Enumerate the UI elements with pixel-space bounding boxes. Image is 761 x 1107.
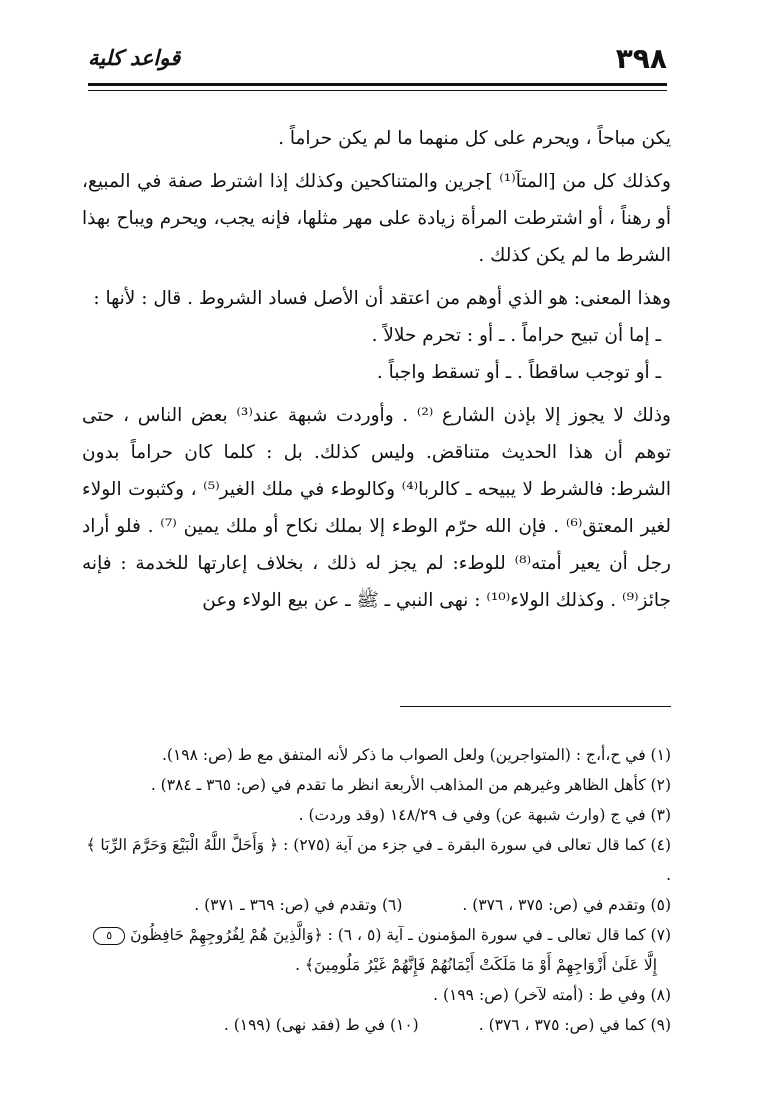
paragraph: وذلك لا يجوز إلا بإذن الشارع ⁽²⁾ . وأوردت شبهة عند⁽³⁾ بعض الناس ، حتى توهم أن هذا الحديث متناقض. وليس كذلك. بل : كلما كان حراماً بدون الشرط: فالشرط لا يبيحه ـ كالربا⁽⁴⁾ وكالوطء في ملك الغير⁽⁵⁾ ، وكثبوت الولاء لغير المعتق⁽⁶⁾ . فإن الله حرّم الوطء إلا بملك نكاح أو ملك يمين ⁽⁷⁾ . فلو أراد رجل أن يعير أمته⁽⁸⁾ للوطء: لم يجز له ذلك ، بخلاف إعارتها للخدمة : فإنه جائز⁽⁹⁾ . وكذلك الولاء⁽¹⁰⁾ : نهى النبي ـ ﷺ ـ عن بيع الولاء وعن [82, 405, 671, 611]
footnote-pair [82, 890, 671, 920]
footnote-6: (٦) وتقدم في (ص: ٣٦٩ ـ ٣٧١) . [194, 896, 403, 914]
footnote-9: (٩) كما في (ص: ٣٧٥ ، ٣٧٦) . [478, 1016, 671, 1034]
paragraph: وهذا المعنى: هو الذي أوهم من اعتقد أن الأصل فساد الشروط . قال : لأنها : [93, 288, 671, 309]
header-rule-thick [88, 83, 667, 86]
footnote-7-part-a: (٧) كما قال تعالى ـ في سورة المؤمنون ـ آية (٥ ، ٦) : ﴿وَالَّذِينَ هُمْ لِفُرُوجِهِمْ حَافِظُونَ [130, 926, 671, 944]
paragraph: وكذلك كل من [المتآ⁽¹⁾ ]جرين والمتناكحين وكذلك إذا اشترط صفة في المبيع، أو رهناً ، أو اشترطت المرأة زيادة على مهر مثلها، فإنه يجب، ويحرم ويباح بهذا الشرط ما لم يكن كذلك . [82, 171, 671, 266]
footnote-2: (٢) كأهل الظاهر وغيرهم من المذاهب الأربعة انظر ما تقدم في (ص: ٣٦٥ ـ ٣٨٤) . [150, 776, 671, 794]
footnotes [82, 740, 671, 1040]
footnote-1: (١) في ح،أ،ج : (المتواجرين) ولعل الصواب ما ذكر لأنه المتفق مع ط (ص: ١٩٨). [161, 746, 671, 764]
footnote-5: (٥) وتقدم في (ص: ٣٧٥ ، ٣٧٦) . [462, 896, 671, 914]
footnote-7 [82, 920, 671, 950]
footnote-8: (٨) وفي ط : (أمته لآخر) (ص: ١٩٩) . [433, 986, 671, 1004]
running-title: قواعد كلية [88, 46, 181, 70]
verse-number-marker: ٥ [93, 927, 125, 945]
footnote-3: (٣) في ج (وارث شبهة عن) وفي ف ١٤٨/٢٩ (وقد وردت) . [298, 806, 671, 824]
paragraph: يكن مباحاً ، ويحرم على كل منهما ما لم يكن حراماً . [278, 128, 671, 149]
page-header [88, 40, 667, 80]
footnote-7-part-b: إِلَّا عَلَىٰ أَزْوَاجِهِمْ أَوْ مَا مَلَكَتْ أَيْمَانُهُمْ فَإِنَّهُمْ غَيْرُ مَلُومِينَ﴾ . [295, 956, 657, 974]
list-item: ـ إما أن تبيح حراماً . ـ أو : تحرم حلالاً . [371, 325, 661, 346]
page-number: ٣٩٨ [615, 42, 667, 75]
footnote-separator [400, 706, 671, 707]
footnote-pair [82, 1010, 671, 1040]
list-item: ـ أو توجب ساقطاً . ـ أو تسقط واجباً . [376, 362, 661, 383]
footnote-4: (٤) كما قال تعالى في سورة البقرة ـ في جزء من آية (٢٧٥) : ﴿ وَأَحَلَّ اللَّهُ الْبَيْعَ وَحَرَّمَ الرِّبَا ﴾ . [86, 836, 671, 884]
main-text [82, 120, 671, 619]
header-rule-thin [88, 90, 667, 91]
footnote-10: (١٠) في ط (فقد نهى) (١٩٩) . [223, 1016, 419, 1034]
